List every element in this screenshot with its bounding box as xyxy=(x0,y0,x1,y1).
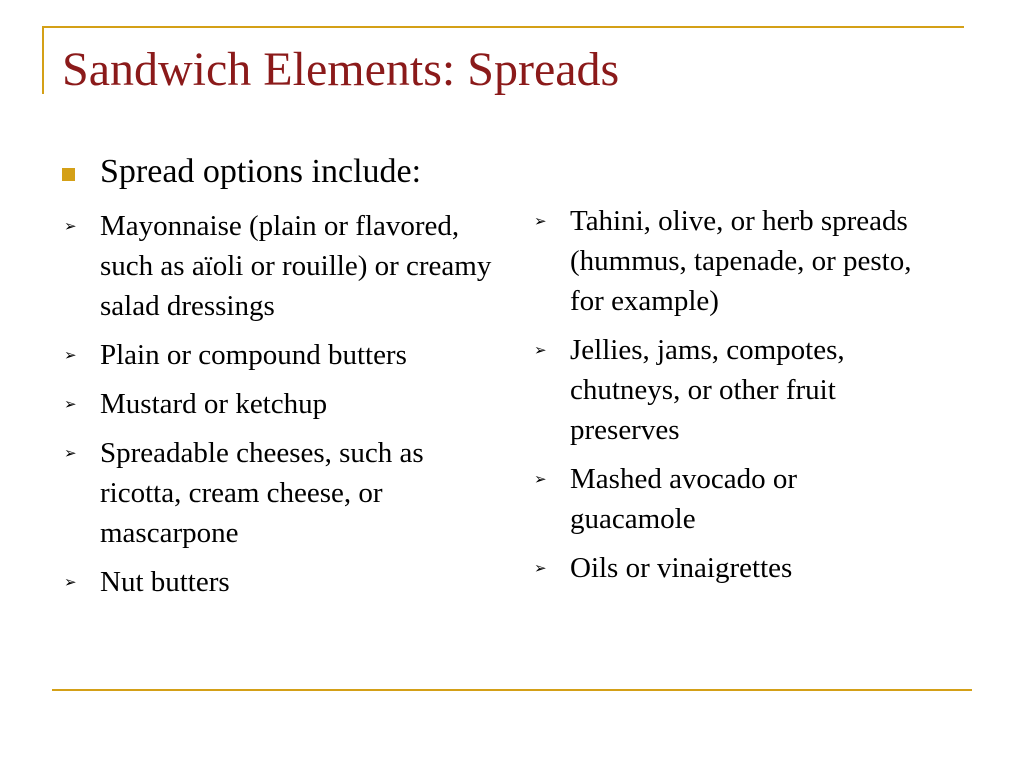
arrowhead-bullet-icon: ➢ xyxy=(64,573,77,591)
list-item xyxy=(62,562,502,602)
list-item-text: Nut butters xyxy=(100,566,230,598)
list-item-text: Mayonnaise (plain or flavored, such as aïoli or rouille) or creamy salad dressings xyxy=(100,210,492,322)
arrowhead-bullet-icon: ➢ xyxy=(64,217,77,235)
arrowhead-bullet-icon: ➢ xyxy=(534,341,547,359)
list-item xyxy=(62,206,502,326)
list-item xyxy=(532,548,912,588)
list-item-text: Oils or vinaigrettes xyxy=(570,552,793,584)
lead-bullet xyxy=(62,152,421,193)
square-bullet-icon xyxy=(62,168,75,181)
arrowhead-bullet-icon: ➢ xyxy=(534,559,547,577)
left-bullet-list xyxy=(62,206,502,611)
list-item-text: Tahini, olive, or herb spreads (hummus, tapenade, or pesto, for example) xyxy=(570,205,912,317)
list-item-text: Jellies, jams, compotes, chutneys, or other fruit preserves xyxy=(570,334,845,446)
list-item xyxy=(62,335,502,375)
arrowhead-bullet-icon: ➢ xyxy=(64,395,77,413)
lead-bullet-text: Spread options include: xyxy=(100,153,422,190)
arrowhead-bullet-icon: ➢ xyxy=(534,212,547,230)
list-item-text: Spreadable cheeses, such as ricotta, cream cheese, or mascarpone xyxy=(100,437,424,549)
list-item-text: Plain or compound butters xyxy=(100,339,407,371)
left-rule xyxy=(42,26,44,94)
arrowhead-bullet-icon: ➢ xyxy=(64,346,77,364)
arrowhead-bullet-icon: ➢ xyxy=(534,470,547,488)
top-rule xyxy=(42,26,964,28)
list-item xyxy=(532,201,912,321)
list-item xyxy=(62,433,502,553)
bottom-rule xyxy=(52,689,972,691)
arrowhead-bullet-icon: ➢ xyxy=(64,444,77,462)
list-item xyxy=(532,330,912,450)
right-bullet-list xyxy=(532,201,912,597)
slide-title: Sandwich Elements: Spreads xyxy=(62,43,620,96)
list-item-text: Mustard or ketchup xyxy=(100,388,328,420)
list-item xyxy=(532,459,912,539)
list-item-text: Mashed avocado or guacamole xyxy=(570,463,798,535)
list-item xyxy=(62,384,502,424)
